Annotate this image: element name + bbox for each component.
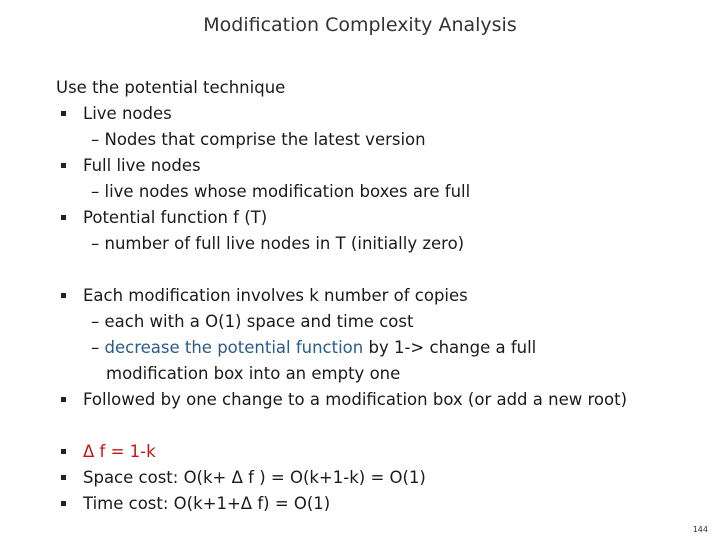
page-number: 144 bbox=[692, 525, 708, 534]
bullet-marker bbox=[61, 215, 66, 220]
bullet-live-nodes: Live nodes bbox=[83, 104, 172, 123]
bullet-marker bbox=[61, 111, 66, 116]
bullet-delta-f: Δ f = 1-k bbox=[83, 442, 156, 461]
bullet-followed-by: Followed by one change to a modification box (or add a new root) bbox=[83, 390, 628, 409]
decrease-potential-highlight: decrease the potential function bbox=[104, 338, 364, 357]
bullet-each-modification: Each modification involves k number of copies bbox=[83, 286, 468, 305]
sub-full-live-nodes: – live nodes whose modification boxes are full bbox=[91, 182, 471, 201]
sub-live-nodes: – Nodes that comprise the latest version bbox=[91, 130, 426, 149]
intro-text: Use the potential technique bbox=[56, 78, 286, 97]
bullet-potential-function: Potential function f (T) bbox=[83, 208, 268, 227]
bullet-full-live-nodes: Full live nodes bbox=[83, 156, 201, 175]
sub-decrease-potential-cont: modification box into an empty one bbox=[106, 364, 401, 383]
bullet-space-cost: Space cost: O(k+ Δ f ) = O(k+1-k) = O(1) bbox=[83, 468, 426, 487]
dash-marker: – bbox=[91, 338, 105, 357]
sub-cost-per-copy: – each with a O(1) space and time cost bbox=[91, 312, 414, 331]
bullet-marker bbox=[61, 449, 66, 454]
bullet-time-cost: Time cost: O(k+1+Δ f) = O(1) bbox=[83, 494, 331, 513]
bullet-marker bbox=[61, 163, 66, 168]
bullet-marker bbox=[61, 501, 66, 506]
bullet-marker bbox=[61, 397, 66, 402]
decrease-potential-rest: by 1-> change a full bbox=[363, 338, 537, 357]
bullet-marker bbox=[61, 475, 66, 480]
slide-title: Modification Complexity Analysis bbox=[203, 14, 517, 36]
sub-decrease-potential bbox=[91, 338, 536, 358]
sub-potential-function: – number of full live nodes in T (initially zero) bbox=[91, 234, 465, 253]
bullet-marker bbox=[61, 293, 66, 298]
